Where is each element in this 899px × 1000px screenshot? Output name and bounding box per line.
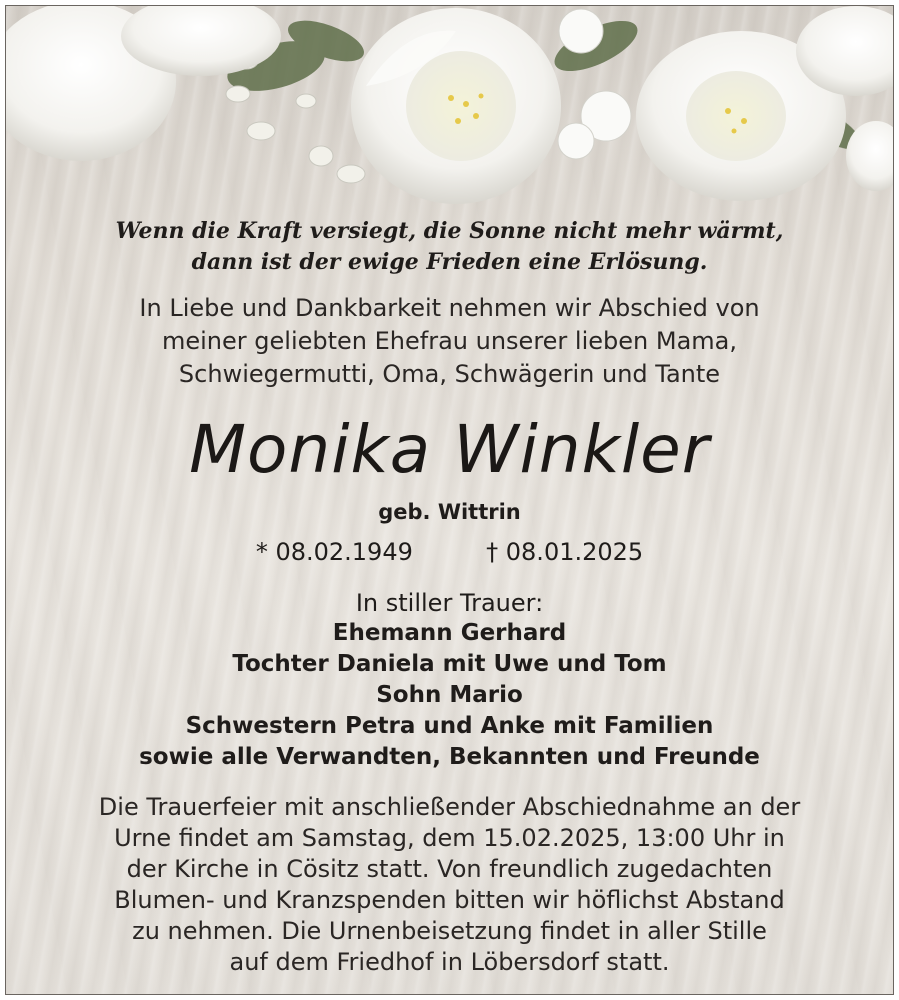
mourner-line: Tochter Daniela mit Uwe und Tom [232,651,667,677]
mourner-line: Ehemann Gerhard [332,620,567,646]
obituary-text [6,6,893,994]
intro-line-3: Schwiegermutti, Oma, Schwägerin und Tante [178,360,721,388]
motto-line-2: dann ist der ewige Frieden eine Erlösung. [191,249,708,275]
obituary-card [5,5,894,995]
mourner-line: sowie alle Verwandten, Bekannten und Freunde [139,744,760,770]
birth-date: * 08.02.1949 [255,538,413,566]
ceremony-line-6: auf dem Friedhof in Löbersdorf statt. [229,948,670,976]
mourners-intro: In stiller Trauer: [355,589,544,617]
mourner-line: Schwestern Petra und Anke mit Familien [185,713,714,739]
intro-line-1: In Liebe und Dankbarkeit nehmen wir Abschied von [139,294,760,322]
ceremony-line-4: Blumen- und Kranzspenden bitten wir höflichst Abstand [114,886,785,914]
maiden-name: geb. Wittrin [378,500,521,524]
life-dates [6,538,893,566]
intro-line-2: meiner geliebten Ehefrau unserer lieben Mama, [161,327,737,355]
ceremony-line-2: Urne findet am Samstag, dem 15.02.2025, 13:00 Uhr in [114,824,785,852]
motto-line-1: Wenn die Kraft versiegt, die Sonne nicht mehr wärmt, [115,218,784,244]
ceremony-line-1: Die Trauerfeier mit anschließender Abschiednahme an der [98,793,801,821]
ceremony-line-5: zu nehmen. Die Urnenbeisetzung findet in aller Stille [132,917,767,945]
ceremony-line-3: der Kirche in Cösitz statt. Von freundlich zugedachten [126,855,773,883]
mourner-line: Sohn Mario [376,682,523,708]
deceased-name: Monika Winkler [189,411,710,488]
death-date: † 08.01.2025 [486,538,644,566]
